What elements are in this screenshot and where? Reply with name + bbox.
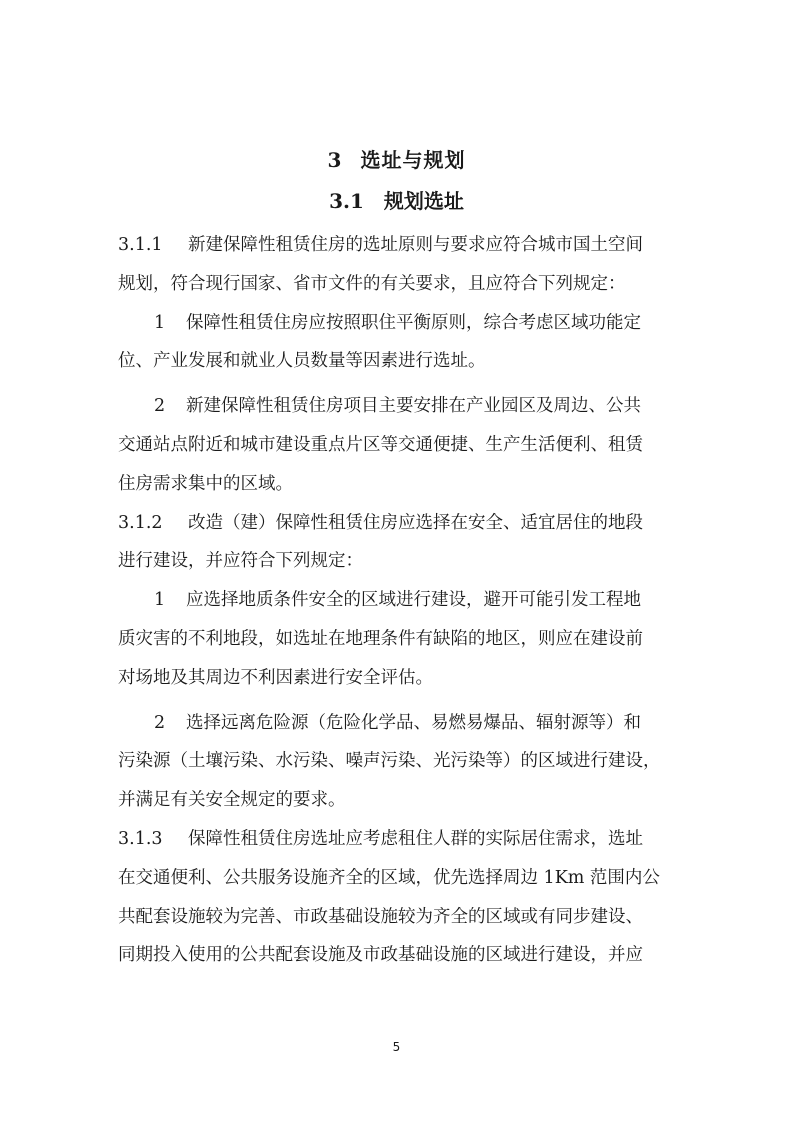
- item-number: 1: [154, 590, 166, 611]
- item-text: 选择远离危险源（危险化学品、易燃易爆品、辐射源等）和: [186, 712, 641, 733]
- item-text: 应选择地质条件安全的区域进行建设，避开可能引发工程地: [186, 590, 641, 611]
- item-number: 1: [154, 312, 166, 333]
- item-number: 2: [154, 712, 166, 733]
- clause-3-1-1-item-1-line-2: 位、产业发展和就业人员数量等因素进行选址。: [118, 351, 486, 372]
- page-number: 5: [392, 1040, 401, 1054]
- clause-3-1-2-line-1: [118, 504, 678, 543]
- item-number: 2: [154, 396, 166, 417]
- clause-3-1-1-line-1: [118, 226, 678, 265]
- clause-3-1-2-item-2-line-3: 并满足有关安全规定的要求。: [118, 790, 346, 811]
- clause-3-1-3-line-4: 同期投入使用的公共配套设施及市政基础设施的区域进行建设，并应: [118, 945, 643, 966]
- clause-3-1-3-line-2: 在交通便利、公共服务设施齐全的区域，优先选择周边 1Km 范围内公: [118, 867, 660, 888]
- clause-3-1-2-item-2-line-1: [118, 704, 678, 743]
- chapter-title-text: 选址与规划: [360, 148, 466, 172]
- item-text: 保障性租赁住房应按照职住平衡原则，综合考虑区域功能定: [186, 312, 641, 333]
- clause-number: 3.1.2: [118, 512, 163, 533]
- clause-3-1-1-item-2-line-1: [118, 387, 678, 426]
- clause-3-1-2-item-1-line-1: [118, 581, 678, 620]
- item-text: 新建保障性租赁住房项目主要安排在产业园区及周边、公共: [186, 396, 641, 417]
- clause-3-1-1-item-2-line-3: 住房需求集中的区域。: [118, 473, 293, 494]
- clause-number: 3.1.3: [118, 828, 163, 849]
- clause-3-1-2-line-2: 进行建设，并应符合下列规定：: [118, 551, 363, 572]
- chapter-title: [0, 146, 793, 174]
- clause-3-1-1-item-2-line-2: 交通站点附近和城市建设重点片区等交通便捷、生产生活便利、租赁: [118, 434, 643, 455]
- section-number: 3.1: [329, 189, 364, 213]
- clause-3-1-2-item-1-line-2: 质灾害的不利地段，如选址在地理条件有缺陷的地区，则应在建设前: [118, 628, 643, 649]
- clause-number: 3.1.1: [118, 235, 163, 255]
- clause-text: 保障性租赁住房选址应考虑租住人群的实际居住需求，选址: [188, 828, 643, 849]
- section-title-text: 规划选址: [383, 189, 464, 213]
- chapter-number: 3: [327, 148, 343, 172]
- clause-3-1-3-line-3: 共配套设施较为完善、市政基础设施较为齐全的区域或有同步建设、: [118, 906, 643, 927]
- clause-3-1-3-line-1: [118, 820, 678, 859]
- section-title: [0, 187, 793, 215]
- clause-3-1-1-line-2: 规划，符合现行国家、省市文件的有关要求，且应符合下列规定：: [118, 273, 626, 294]
- document-body: [118, 226, 678, 975]
- clause-3-1-1-item-1-line-1: [118, 304, 678, 343]
- clause-text: 改造（建）保障性租赁住房应选择在安全、适宜居住的地段: [188, 512, 643, 533]
- clause-3-1-2-item-2-line-2: 污染源（土壤污染、水污染、噪声污染、光污染等）的区域进行建设，: [118, 751, 661, 772]
- clause-3-1-2-item-1-line-3: 对场地及其周边不利因素进行安全评估。: [118, 667, 433, 688]
- clause-text: 新建保障性租赁住房的选址原则与要求应符合城市国土空间: [188, 235, 643, 255]
